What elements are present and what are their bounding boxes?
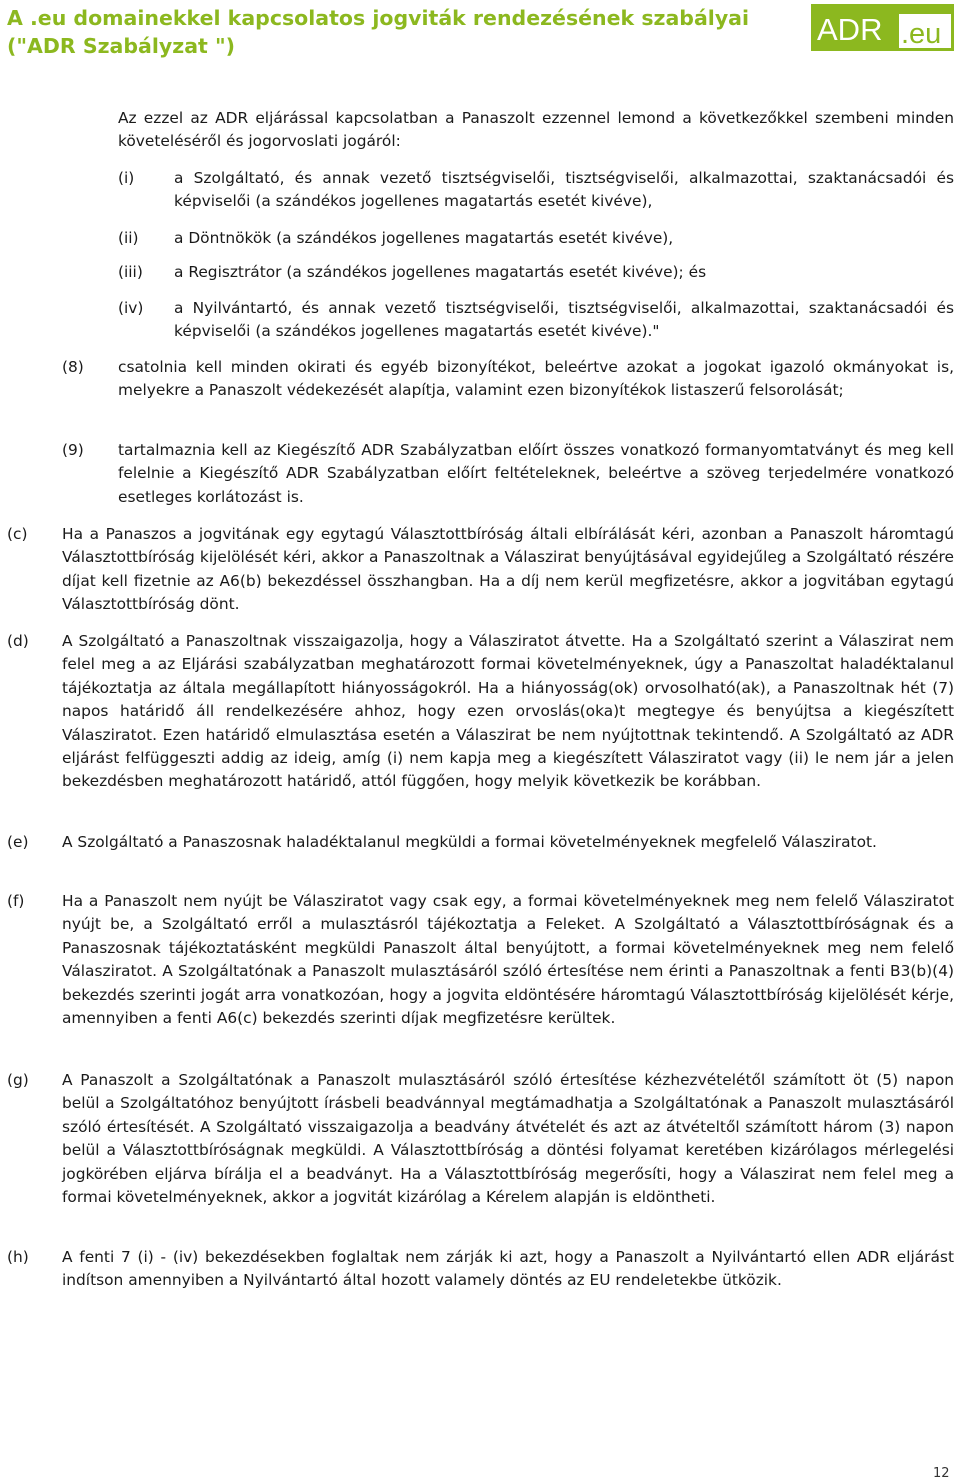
list-item-label: (iii) <box>118 263 143 281</box>
list-item-text: a Döntnökök (a szándékos jogellenes magatartás esetét kivéve), <box>174 229 674 247</box>
section-text: A Szolgáltató a Panaszoltnak visszaigazolja, hogy a Válasziratot átvette. Ha a Szolgáltató szerint a Válaszirat nem felel meg a az Eljárási szabályzatban meghatározott formai követelményeknek, úgy a Panaszoltat haladéktalanul tájékoztatja az általa megállapított hiányosságokról. Ha a hiányosság(ok) orvosolható(ak), a Panaszoltnak hét (7) napos határidő áll rendelkezésére ahhoz, hogy ezen orvoslás(oka)t megtegye és benyújtsa a kiegészített Válasziratot. Ezen határidő elmulasztása esetén a Válaszirat be nem nyújtottnak tekintendő. A Szolgáltató az ADR eljárást felfüggeszti addig az ideig, amíg (i) nem kapja meg a kiegészített Válasziratot vagy (ii) le nem jár a jelen bekezdésben meghatározott határidő, attól függően, hogy melyik következik be korábban. <box>62 632 954 791</box>
section-label: (c) <box>7 525 28 543</box>
section-label: (h) <box>7 1248 29 1266</box>
list-item-label: (9) <box>62 441 84 459</box>
section-label: (g) <box>7 1071 29 1089</box>
section-text: Ha a Panaszos a jogvitának egy egytagú Választottbíróság általi elbírálását kéri, azonban a Panaszolt háromtagú Választottbíróság kijelölését kéri, akkor a Panaszoltnak a Válaszirat benyújtásával egyidejűleg a Szolgáltató részére díjat kell fizetnie az A6(b) bekezdéssel összhangban. Ha a díj nem kerül megfizetésre, akkor a jogvitában egytagú Választottbíróság dönt. <box>62 525 954 614</box>
section-label: (d) <box>7 632 29 650</box>
page-number: 12 <box>933 1466 950 1481</box>
section-label: (e) <box>7 833 29 851</box>
list-item-label: (8) <box>62 358 84 376</box>
section-text: A fenti 7 (i) - (iv) bekezdésekben foglaltak nem zárják ki azt, hogy a Panaszolt a Nyilvántartó ellen ADR eljárást indítson amennyiben a Nyilvántartó által hozott valamely döntés az EU rendeletekbe ütközik. <box>62 1248 954 1290</box>
logo-suffix: .eu <box>901 18 942 50</box>
list-item-text: tartalmaznia kell az Kiegészítő ADR Szabályzatban előírt összes vonatkozó formanyomtatványt és meg kell felelnie a Kiegészítő ADR Szabályzatban előírt feltételeknek, beleértve a szöveg terjedelmére vonatkozó esetleges korlátozást is. <box>118 441 954 506</box>
document-title-line-1: A .eu domainekkel kapcsolatos jogviták rendezésének szabályai <box>7 6 750 30</box>
list-item-label: (ii) <box>118 229 139 247</box>
adr-eu-logo <box>811 4 954 51</box>
list-item-text: a Szolgáltató, és annak vezető tisztségviselői, tisztségviselői, alkalmazottai, szaktanácsadói és képviselői (a szándékos jogellenes magatartás esetét kivéve), <box>174 169 954 211</box>
list-item-text: a Nyilvántartó, és annak vezető tisztségviselői, tisztségviselői, alkalmazottai, szaktanácsadói és képviselői (a szándékos jogellenes magatartás esetét kivéve)." <box>174 299 954 341</box>
section-text: Ha a Panaszolt nem nyújt be Válasziratot vagy csak egy, a formai követelményeknek meg nem felelő Válasziratot nyújt be, a Szolgáltató erről a mulasztásról tájékoztatja a Feleket. A Szolgáltató a Választottbíróságnak és a Panaszosnak tájékoztatásként megküldi Panaszolt által benyújtott, a formai követelményeknek meg nem felelő Válasziratot. A Szolgáltatónak a Panaszolt mulasztásáról szóló értesítése nem érinti a Panaszoltnak a fenti B3(b)(4) bekezdés szerinti jogát arra vonatkozóan, hogy a jogvita eldöntésére háromtagú Választottbíróság kijelölését kérje, amennyiben a fenti A6(c) bekezdés szerinti díjak megfizetésre kerültek. <box>62 892 954 1028</box>
logo-text: ADR <box>817 12 883 47</box>
list-item-label: (iv) <box>118 299 144 317</box>
list-item-text: a Regisztrátor (a szándékos jogellenes magatartás esetét kivéve); és <box>174 263 707 281</box>
list-item-text: csatolnia kell minden okirati és egyéb bizonyítékot, beleértve azokat a jogokat igazoló okmányokat is, melyekre a Panaszolt védekezését alapítja, valamint ezen bizonyítékok listaszerű felsorolását; <box>118 358 954 400</box>
section-text: A Szolgáltató a Panaszosnak haladéktalanul megküldi a formai követelményeknek megfelelő Válasziratot. <box>62 833 877 851</box>
document-title <box>7 4 787 60</box>
list-item-label: (i) <box>118 169 135 187</box>
section-label: (f) <box>7 892 25 910</box>
section-text: A Panaszolt a Szolgáltatónak a Panaszolt mulasztásáról szóló értesítése kézhezvételétől számított öt (5) napon belül a Szolgáltatóhoz benyújtott írásbeli beadvánnyal megtámadhatja a Szolgáltatónak a Panaszolt mulasztásáról szóló értesítését. A Szolgáltató visszaigazolja a beadvány átvételét és azt az átvételtől számított három (3) napon belül a Választottbíróságnak megküldi. A Választottbíróság a döntési folyamat keretében kizárólagos mérlegelési jogkörében eljárva bírálja el a beadványt. Ha a Választottbíróság megerősíti, hogy a Válaszirat nem felel meg a formai követelményeknek, akkor a jogvitát kizárólag a Kérelem alapján is eldöntheti. <box>62 1071 954 1207</box>
intro-paragraph: Az ezzel az ADR eljárással kapcsolatban a Panaszolt ezzennel lemond a következőkkel szembeni minden követeléséről és jogorvoslati jogáról: <box>118 109 954 151</box>
document-title-line-2: ("ADR Szabályzat ") <box>7 34 236 58</box>
